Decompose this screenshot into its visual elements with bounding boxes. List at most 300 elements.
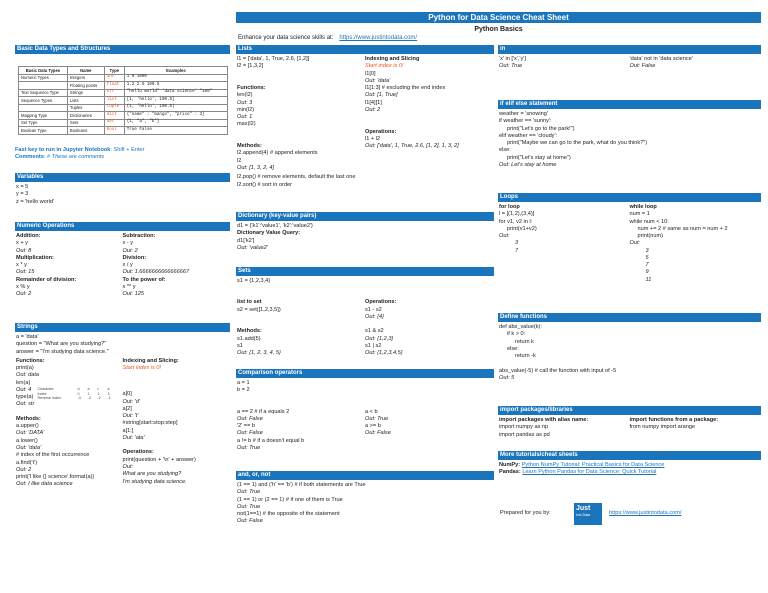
section-header: Define functions: [498, 313, 761, 322]
code-line: print("Let's stay at home"): [507, 154, 571, 161]
strings-right: [123, 391, 230, 485]
code-line: Out: 125: [122, 291, 144, 298]
code-line: type(a): [16, 394, 34, 401]
code-line: Dictionary Value Query:: [237, 230, 301, 237]
type-keyword-cell: float: [104, 82, 124, 90]
numeric-section: [15, 222, 230, 300]
code-line: s1 | s2: [365, 342, 382, 349]
code-line: b = 2: [237, 387, 250, 394]
code-line: 3: [515, 240, 519, 247]
code-line: Division:: [122, 254, 147, 261]
lists-tail: [236, 174, 494, 189]
code-line: Addition:: [16, 233, 41, 239]
section-header: import packages/libraries: [498, 406, 761, 415]
code-line: 'data' not in 'data science': [629, 56, 693, 62]
code-line: l1 + l2: [365, 135, 381, 142]
code-line: while num < 10:: [629, 218, 669, 225]
code-line: num = 1: [629, 211, 650, 218]
table-row: [19, 82, 228, 90]
code-line: 9: [645, 269, 649, 276]
type-group-cell: [19, 104, 68, 112]
enhance-text: Enhance your data science skills at:: [238, 35, 334, 41]
comparison-section: [236, 369, 494, 454]
table-header-cell: Examples: [124, 67, 227, 75]
comments-label: Comments: [15, 154, 44, 161]
code-line: Out: 't': [122, 413, 139, 420]
code-line: x % y: [16, 283, 30, 290]
code-line: Out:: [629, 240, 641, 247]
type-keyword-cell: str: [104, 89, 124, 97]
code-line: Out: 'value2': [237, 244, 268, 251]
type-name-cell: Integers: [67, 74, 104, 82]
code-line: Out: False: [365, 430, 391, 437]
and-or-body: [236, 480, 494, 528]
code-line: Operations:: [122, 449, 154, 456]
table-row: [19, 112, 228, 120]
code-line: l2.pop() # remove elements, default the last one: [237, 174, 356, 181]
code-line: a = 'data': [16, 334, 39, 340]
table-row: [19, 119, 228, 127]
char-table-cell: a: [87, 387, 90, 392]
code-line: Out: False: [237, 430, 263, 437]
type-keyword-cell: tuple: [104, 104, 124, 112]
code-line: Out: True: [237, 503, 261, 510]
code-line: x = 5: [16, 184, 29, 190]
type-name-cell: Tuples: [67, 104, 104, 112]
code-line: y = 3: [16, 191, 29, 198]
code-line: Out: 1: [237, 114, 253, 121]
table-row: [19, 89, 228, 97]
strings-intro: [15, 332, 230, 358]
code-line: a[0]: [122, 391, 132, 398]
code-line: list to set: [237, 299, 262, 306]
code-line: Methods:: [237, 143, 262, 150]
type-name-cell: Lists: [67, 97, 104, 105]
code-line: Out:: [122, 463, 134, 470]
code-line: Out: ['data', 1, True, 2.6, [1, 2], 1, 3, 2]: [365, 143, 459, 150]
code-line: l1[1:3] # excluding the end index: [365, 85, 446, 92]
section-header: in: [498, 45, 761, 54]
code-line: s1.add(5): [237, 335, 261, 342]
type-keyword-cell: int: [104, 74, 124, 82]
type-group-cell: Text Sequence Type: [19, 89, 68, 97]
code-line: Out: {1,2,3,4,5}: [365, 350, 403, 357]
section-header: More tutorials/cheat sheets: [498, 451, 761, 460]
prepared-text: Prepared for you by:: [500, 510, 551, 516]
code-line: [16, 409, 123, 416]
code-line: Out: True: [237, 444, 261, 451]
code-line: num += 2 # same as num = num + 2: [637, 225, 728, 232]
code-line: #string[start:stop:step]: [122, 420, 178, 427]
code-line: Out: True: [237, 489, 261, 496]
basic-types-section: [15, 45, 230, 135]
type-name-cell: Floating points: [67, 82, 104, 90]
code-line: a[1:]: [122, 427, 134, 434]
code-line: l1[0]: [365, 70, 376, 77]
code-line: Out: 5: [499, 374, 515, 381]
sets-left: [237, 299, 365, 357]
indexing-label: Indexing and Slicing:: [122, 357, 179, 364]
code-line: Out: Let's stay at home: [499, 161, 557, 168]
code-line: def abs_value(k):: [499, 324, 542, 330]
code-line: while loop: [629, 204, 657, 210]
variables-body: [15, 182, 230, 208]
ifelse-body: [498, 109, 761, 171]
code-line: s2 = set([1,2,3,5]): [237, 306, 281, 313]
code-line: Out: 'd': [122, 398, 140, 405]
code-line: Operations:: [365, 128, 397, 135]
code-line: Multiplication:: [16, 254, 54, 261]
tutorial-link[interactable]: Learn Python Pandas for Data Science: Quick Tutorial: [522, 469, 657, 476]
type-name-cell: Strings: [67, 89, 104, 97]
code-line: l2.sort() # sort in order: [237, 181, 293, 188]
code-line: d1 = {'k1':'value1', 'k2':'value2'}: [237, 223, 313, 229]
code-line: [365, 121, 493, 128]
code-line: Out: True: [365, 415, 389, 422]
type-example-cell: {1, "a", "b"}: [124, 119, 227, 127]
code-line: Out: 'data': [365, 77, 391, 84]
code-line: Methods:: [237, 328, 262, 335]
type-name-cell: Booleans: [67, 127, 104, 135]
code-line: Methods:: [16, 415, 41, 422]
char-table-row: [38, 396, 128, 401]
code-line: [365, 114, 493, 121]
code-line: Out: 2: [16, 466, 32, 473]
code-line: Out: 8: [16, 247, 32, 254]
code-line: '2' == b: [237, 423, 255, 430]
type-name-cell: Dictionaries: [67, 112, 104, 120]
code-line: l1[4][1]: [365, 99, 382, 106]
numeric-right: [123, 233, 230, 298]
code-line: [123, 442, 230, 449]
tutorial-item: [499, 462, 760, 469]
code-line: Out: 15: [16, 269, 35, 276]
code-line: Out: 4: [16, 386, 32, 393]
jupyter-note: [15, 147, 230, 162]
dict-body: [236, 221, 494, 254]
lists-section: [236, 45, 494, 189]
code-line: weather = 'snowing': [499, 111, 548, 117]
code-line: print(a): [16, 365, 34, 372]
type-example-cell: True False: [124, 127, 227, 135]
char-table-cell: -3: [87, 396, 91, 401]
code-line: d1['k2']: [237, 237, 255, 244]
code-line: Out: {1, 2, 3, 4, 5}: [237, 350, 281, 357]
functions-body: [498, 322, 761, 384]
footer-link[interactable]: https://www.justintodata.com/: [609, 510, 682, 516]
code-line: [499, 360, 760, 367]
code-line: import numpy as np: [499, 424, 549, 431]
code-line: import functions from a package:: [629, 417, 719, 423]
code-line: return k: [515, 338, 534, 345]
code-line: Out: False: [629, 63, 656, 70]
code-line: answer = "I'm studying data science.": [16, 348, 109, 355]
comments-value: : # These are comments: [43, 154, 105, 161]
code-line: (1 == 1) and ('h' == 'b') # if both statements are True: [237, 482, 366, 488]
type-keyword-cell: dict: [104, 112, 124, 120]
code-line: x / y: [122, 262, 133, 269]
code-line: 11: [645, 276, 652, 283]
dict-section: [236, 212, 494, 254]
type-example-cell: (1, 'hello', 100.5): [124, 104, 227, 112]
code-line: return -k: [515, 353, 536, 360]
code-line: import packages with alias name:: [499, 417, 589, 423]
char-table-cell: 2: [97, 391, 100, 396]
char-table-cell: 1: [87, 391, 90, 396]
table-row: [19, 74, 228, 82]
code-line: l = [(1,2),(3,4)]: [499, 211, 535, 218]
code-line: len(l2): [237, 92, 253, 99]
char-table-cell: 3: [107, 391, 110, 396]
code-line: a.upper(): [16, 423, 39, 430]
section-header: Lists: [236, 45, 494, 54]
code-line: I'm studying data science.: [122, 478, 187, 485]
code-line: # index of the first occurrence: [16, 452, 90, 459]
code-line: Out: 2: [122, 247, 138, 254]
type-group-cell: Sequence Types: [19, 97, 68, 105]
char-table-cell: t: [97, 387, 99, 392]
code-line: Indexing and Slicing: [365, 56, 420, 62]
code-line: Out: 1.6666666666666667: [122, 269, 190, 276]
code-line: elif weather == 'cloudy':: [499, 132, 558, 139]
tutorial-link[interactable]: Python NumPy Tutorial: Practical Basics for Data Science: [521, 462, 665, 468]
sets-section: [236, 267, 494, 359]
comparison-intro: [237, 380, 493, 395]
imports-right: [630, 417, 761, 439]
code-line: Start index is 0!: [365, 63, 404, 70]
code-line: abs_value(-5) # call the function with input of -5: [499, 367, 617, 374]
code-line: a[2]: [122, 405, 132, 412]
char-table-label: Character:: [37, 387, 55, 392]
tutorials-section: [498, 451, 761, 479]
char-index-table: [38, 387, 128, 401]
code-line: if k > 0:: [507, 331, 526, 338]
code-line: [237, 136, 365, 143]
section-header: Basic Data Types and Structures: [15, 45, 230, 54]
code-line: Out: False: [237, 415, 263, 422]
char-table-cell: d: [77, 387, 80, 392]
section-header: Sets: [236, 267, 494, 276]
code-line: a = 1: [237, 380, 250, 386]
code-line: Out: 'data': [16, 444, 42, 451]
section-header: Loops: [498, 193, 761, 202]
code-line: l2.append(4) # append elements: [237, 150, 318, 157]
loops-right: [630, 204, 761, 284]
code-line: question = "What are you studying?": [16, 341, 107, 348]
code-line: s1 - s2: [365, 306, 382, 313]
lists-right: [365, 56, 493, 172]
and-or-section: [236, 471, 494, 528]
code-line: Out: data: [16, 372, 40, 379]
justintodata-logo: [574, 503, 602, 525]
code-line: Out: 'DATA': [16, 430, 45, 437]
code-line: from numpy import arange: [629, 424, 696, 431]
code-line: [237, 314, 365, 321]
char-table-cell: -2: [97, 396, 101, 401]
section-header: and, or, not: [236, 471, 494, 480]
code-line: 7: [645, 262, 649, 269]
code-line: What are you studying?: [122, 471, 182, 478]
type-example-cell: [1, 'hello', 100.5]: [124, 97, 227, 105]
code-line: [237, 71, 365, 78]
char-table-cell: a: [107, 387, 110, 392]
page-subtitle: Python Basics: [474, 26, 523, 33]
code-line: print("Maybe we can go to the park, what do you think?"): [507, 140, 648, 147]
code-line: Out: True: [499, 63, 523, 70]
code-line: Subtraction:: [122, 233, 156, 239]
type-group-cell: Boolean Type: [19, 127, 68, 135]
type-example-cell: "hello world" 'data science' "100": [124, 89, 227, 97]
code-line: len(a): [16, 379, 31, 386]
enhance-link[interactable]: https://www.justintodata.com/: [339, 35, 418, 41]
code-line: 5: [645, 254, 649, 261]
imports-left: [499, 417, 630, 439]
code-line: max(l2): [237, 121, 256, 128]
table-header-cell: Type: [104, 67, 124, 75]
enhance-line: [238, 35, 417, 43]
code-line: a != b # if a doesn't equal b: [237, 437, 305, 444]
ifelse-section: [498, 100, 761, 171]
code-line: print("Let's go to the park!"): [507, 125, 575, 132]
section-header: Comparison operators: [236, 369, 494, 378]
table-row: [19, 97, 228, 105]
strings-section: [15, 323, 230, 489]
table-header-cell: Name: [67, 67, 104, 75]
comparison-right: [365, 409, 493, 453]
type-group-cell: Mapping Type: [19, 112, 68, 120]
table-row: [19, 104, 228, 112]
type-group-cell: Set Type: [19, 119, 68, 127]
code-line: s1 & s2: [365, 328, 384, 335]
code-line: To the power of:: [122, 276, 166, 283]
code-line: a == 2 # if a equals 2: [237, 408, 290, 415]
code-line: x ** y: [122, 283, 136, 290]
code-line: not(1==1) # the opposite of the statement: [237, 511, 340, 518]
code-line: [237, 129, 365, 136]
type-keyword-cell: set: [104, 119, 124, 127]
table-header-cell: Basic Data Types: [19, 67, 68, 75]
code-line: print(v1+v2): [507, 225, 537, 232]
imports-section: [498, 406, 761, 441]
tutorial-label: Pandas:: [499, 469, 523, 476]
code-line: x - y: [122, 240, 134, 247]
code-line: Remainder of division:: [16, 276, 77, 283]
char-table-cell: -4: [77, 396, 81, 401]
logo-subtext: into Data: [576, 513, 591, 517]
code-line: a.find('t'): [16, 459, 38, 466]
code-line: print(question + '\n' + answer): [122, 456, 196, 463]
type-keyword-cell: list: [104, 97, 124, 105]
page-title: Python for Data Science Cheat Sheet: [236, 12, 761, 23]
type-example-cell: 1 0 1000: [124, 74, 227, 82]
type-name-cell: Sets: [67, 119, 104, 127]
type-keyword-cell: bool: [104, 127, 124, 135]
char-table-label: Index:: [37, 391, 48, 396]
code-line: Out: str: [16, 401, 35, 408]
code-line: (1 == 1) or (2 == 1) # if one of them is True: [237, 496, 343, 503]
code-line: a < b: [365, 408, 378, 415]
code-line: Out: [1, 3, 2, 4]: [237, 164, 275, 171]
code-line: print('I like {} science'.format(a)): [16, 474, 95, 481]
section-header: if elif else statement: [498, 100, 761, 109]
in-left: [499, 56, 630, 71]
code-line: else:: [507, 345, 519, 352]
jupyter-label: Fast key to run in Jupyter Notebook: [15, 147, 111, 153]
functions-section: [498, 313, 761, 384]
code-line: x * y: [16, 262, 27, 269]
in-right: [630, 56, 761, 71]
code-line: 'x' in ['x','y']: [499, 56, 526, 62]
code-line: l2 = [1,3,2]: [237, 63, 264, 70]
section-header: Variables: [15, 173, 230, 182]
code-line: min(l2): [237, 106, 255, 113]
tutorial-item: [499, 469, 760, 476]
code-line: Operations:: [365, 299, 397, 306]
loops-section: [498, 193, 761, 286]
sets-right: [365, 299, 493, 357]
code-line: s1: [237, 342, 243, 349]
comparison-left: [237, 409, 365, 453]
variables-section: [15, 173, 230, 208]
code-line: Out: 2: [16, 291, 32, 298]
in-section: [498, 45, 761, 73]
code-line: 7: [515, 247, 519, 254]
code-line: Out: I like data science: [16, 481, 73, 488]
logo-text: Just: [576, 505, 591, 512]
tutorial-label: NumPy:: [499, 462, 522, 468]
section-header: Numeric Operations: [15, 222, 230, 231]
numeric-left: [16, 233, 123, 298]
code-line: z = 'hello world': [16, 198, 55, 205]
types-table: [18, 66, 228, 135]
char-table-cell: 0: [77, 391, 80, 396]
lists-left: [237, 56, 365, 172]
code-line: else:: [499, 147, 511, 154]
code-line: Out: {4}: [365, 313, 384, 320]
code-line: for v1, v2 in l:: [499, 218, 533, 225]
char-table-label: Reverse Index:: [37, 396, 62, 401]
strings-left: [16, 365, 123, 489]
code-line: 3: [645, 247, 649, 254]
char-table-cell: -1: [107, 396, 111, 401]
code-line: x + y: [16, 240, 28, 247]
jupyter-value: : Shift + Enter: [110, 147, 145, 153]
type-example-cell: {"name" : "mango", "price" : 3}: [124, 112, 227, 120]
code-line: [237, 321, 365, 328]
code-line: a >= b: [365, 423, 381, 430]
code-line: l2: [237, 157, 242, 164]
code-line: [237, 78, 365, 85]
code-line: Out: False: [237, 518, 263, 525]
type-group-cell: [19, 82, 68, 90]
loops-left: [499, 204, 630, 284]
code-line: l1 = ['data', 1, True, 2.6, [1,2]]: [237, 56, 310, 62]
code-line: Out: [1, True]: [365, 92, 398, 99]
code-line: import pandas as pd: [499, 431, 550, 438]
code-line: a.lower(): [16, 437, 38, 444]
section-header: Strings: [15, 323, 230, 332]
code-line: Out: 'ata': [122, 434, 145, 441]
start-index-note: Start index is 0!: [122, 365, 162, 372]
tutorials-body: [498, 460, 761, 479]
code-line: Out:: [499, 233, 510, 240]
type-example-cell: 1.2 2.5 100.5: [124, 82, 227, 90]
code-line: Out: {1,2,3}: [365, 335, 394, 342]
code-line: Out: 2: [365, 106, 381, 113]
code-line: print(num): [637, 233, 663, 240]
table-row: [19, 127, 228, 135]
code-line: for loop: [499, 204, 520, 210]
